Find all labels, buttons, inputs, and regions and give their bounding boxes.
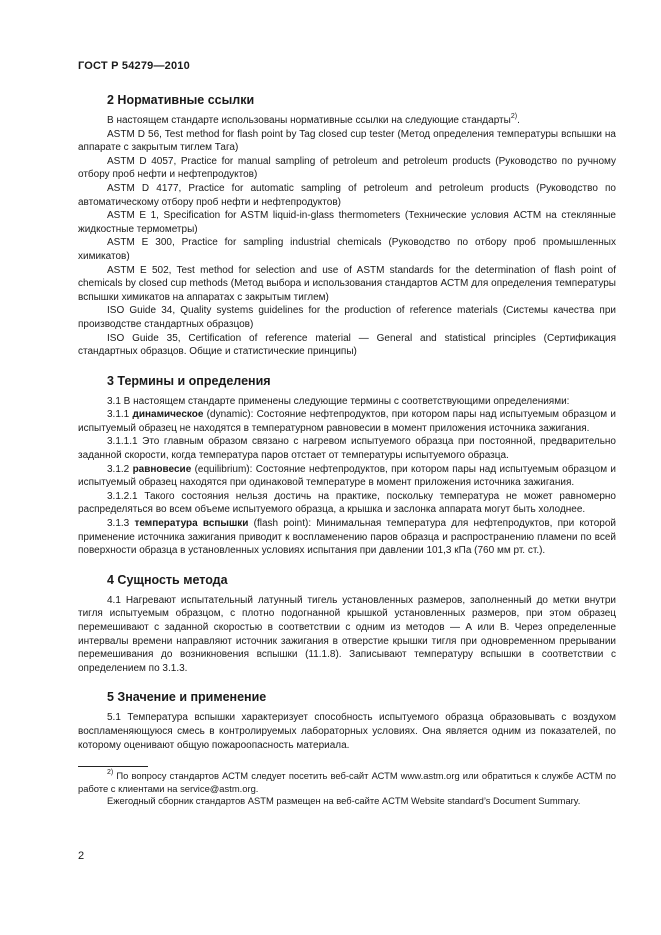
term: динамическое [132,409,204,421]
paragraph: 5.1 Температура вспышки характеризует способность испытуемого образца образовывать с воздухом воспламеняющуюся смесь в контролируемых лабораторных условиях. Она является одним из показателей, по которому оценивают общую пожароопасность материала. [78,712,616,751]
paragraph: 3.1.2.1 Такого состояния нельзя достичь на практике, поскольку температура не может равномерно распределяться во всем объеме испытуемого образца, а крышка и заслонка аппарата могут быть холоднее. [78,490,616,516]
page-content [78,92,616,808]
page-header: ГОСТ Р 54279—2010 [78,60,190,72]
reference-item: ISO Guide 35, Certification of reference material — General and statistical principles (Сертификация стандартных образцов. Общие и статистические принципы) [78,332,616,358]
reference-item: ASTM E 1, Specification for ASTM liquid-in-glass thermometers (Технические условия АСТМ на стеклянные жидкостные термометры) [78,210,616,235]
section-title: 4 Сущность метода [107,572,228,587]
reference-item: ASTM D 4177, Practice for automatic sampling of petroleum and petroleum products (Руководство по автоматическому отбору проб нефти и нефтепродуктов) [78,182,616,208]
paragraph: 3.1.1.1 Это главным образом связано с нагревом испытуемого образца при постоянной, предварительно заданной скорости, когда температура паров отстает от температуры испытуемого образца. [78,436,616,462]
page-number: 2 [78,850,85,862]
reference-item: ASTM D 56, Test method for flash point by Tag closed cup tester (Метод определения температуры вспышки на аппарате с закрытым тиглем Тага) [78,128,616,154]
section-method-essence [78,572,616,676]
section-title: 5 Значение и применение [107,690,267,705]
reference-item: ASTM D 4057, Practice for manual sampling of petroleum and petroleum products (Руководство по ручному отбору проб нефти и нефтепродуктов) [78,155,616,181]
footnote: Ежегодный сборник стандартов ASTM размещен на веб-сайте ACTM Website standard’s Document Summary. [107,795,581,807]
definition-dynamic: 3.1.1 динамическое (dynamic): Состояние нефтепродуктов, при котором пары над испытуемым образцом и испытуемый образец не находятся в температурном равновесии в момент приложения источника зажигания. [78,409,616,434]
section-significance [78,689,616,752]
section-normative-references [78,92,616,359]
reference-item: ASTM E 502, Test method for selection and use of ASTM standards for the determination of flash point of chemicals by closed cup methods (Метод выбора и использования стандартов АСТМ для определения температуры вспышки химикатов на аппаратах с закрытым тиглем) [78,264,616,303]
paragraph: 3.1 В настоящем стандарте применены следующие термины с соответствующими определениями: [107,395,570,407]
section-terms [78,373,616,558]
reference-item: ISO Guide 34, Quality systems guidelines for the production of reference materials (Системы качества при производстве стандартных образцов) [78,305,616,330]
term: равновесие [132,463,192,475]
intro-paragraph: В настоящем стандарте использованы нормативные ссылки на следующие стандарты$^{2)}$. [107,112,520,126]
footnote-ref: 2) [510,112,518,120]
definition-flash-point: 3.1.3 температура вспышки (flash point): Минимальная температура для нефтепродуктов, при которой применение источника зажигания приводит к воспламенению паров образца и распространению пламени по всей поверхности образца в установленных условиях испытания при давлении 101,3 кПа (760 мм рт. ст.). [78,518,616,557]
reference-item: ASTM E 300, Practice for sampling industrial chemicals (Руководство по отбору проб промышленных химикатов) [78,237,616,262]
definition-equilibrium: 3.1.2 равновесие (equilibrium): Состояние нефтепродуктов, при котором пары над испытуемым образцом и испытуемый образец находятся при одинаковой температуре в момент приложения источника зажигания. [78,463,616,489]
section-title: 3 Термины и определения [107,373,271,388]
footnote: $^{2)}$ По вопросу стандартов АСТМ следует посетить веб-сайт АСТМ www.astm.org или обратиться к службе АСТМ по работе с клиентами на service@astm.org. [78,769,616,794]
section-title: 2 Нормативные ссылки [107,93,255,107]
footnote-divider [78,766,148,767]
term: температура вспышки [134,518,249,530]
paragraph: 4.1 Нагревают испытательный латунный тигель установленных размеров, заполненный до метки внутри тигля испытуемым образцом, с плотно подогнанной крышкой установленных размеров, при этом образец перемешивают с заданной скоростью в соответствии с одним из методов — А или В. Через определенные интервалы времени направляют источник зажигания в отверстие крышки тигля при одновременном прерывании перемешивания до возникновения вспышки (11.1.8). Записывают температуру вспышки в соответствии с определением по 3.1.3. [78,594,616,674]
